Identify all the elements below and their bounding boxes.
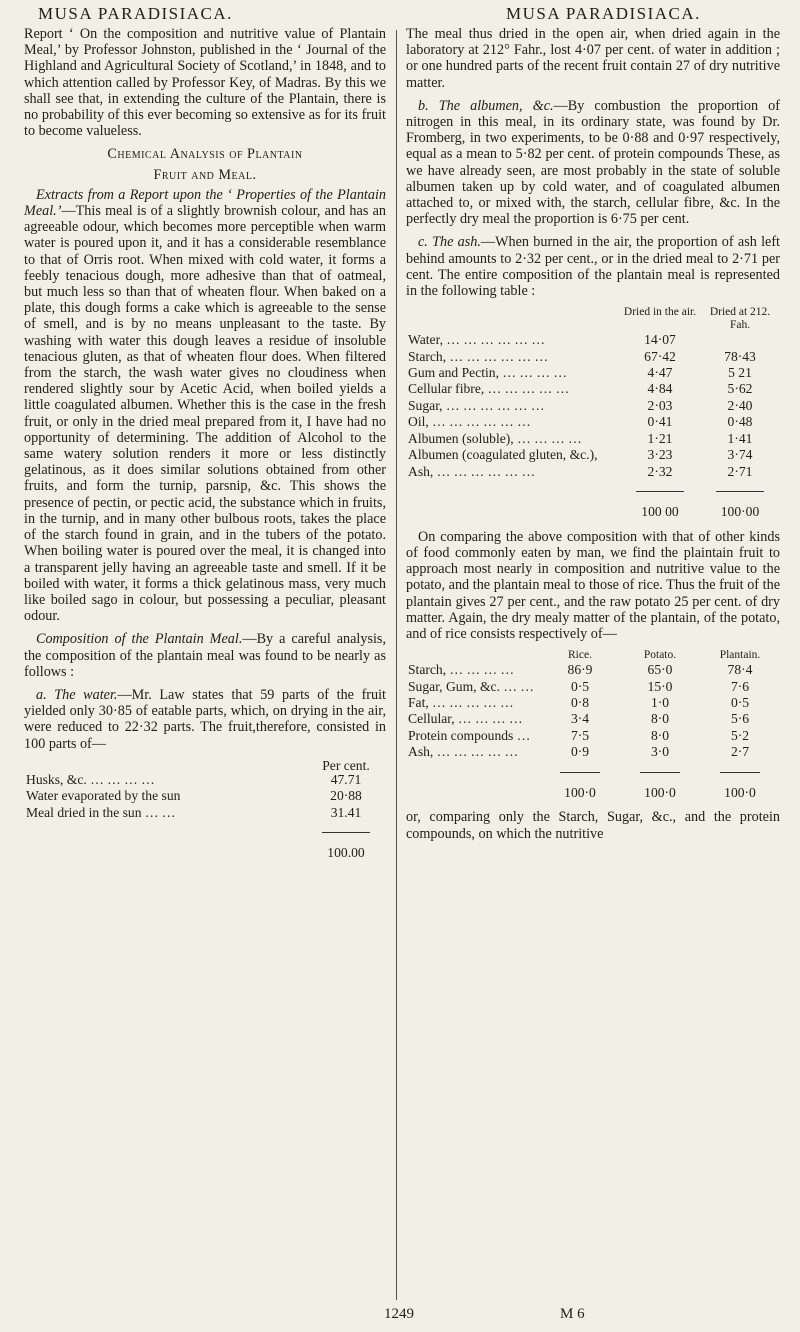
row-label: Cellular fibre, … … … … … xyxy=(408,381,570,397)
row-value: 0·48 xyxy=(727,414,753,430)
row-value: 5·62 xyxy=(727,381,753,397)
table-row xyxy=(406,695,780,711)
table-row xyxy=(406,398,780,414)
running-head-left: MUSA PARADISIACA. xyxy=(38,4,233,23)
row-label: Sugar, … … … … … … xyxy=(408,397,545,413)
row-value: 4·47 xyxy=(647,365,673,381)
row-value: 0·9 xyxy=(570,744,590,760)
paragraph-report-intro: Report ‘ On the composition and nutritive value of Plantain Meal,’ by Professor Johnston, published in the ‘ Journal of the Highland and Agricultural Society of Scotland,’ in 1848, and to which attention called by Professor Key, of Madras. By this we shall see that, in extending the culture of the Plantain, there is no probability of this ever becoming so extensive as for its fruit to become valueless. xyxy=(24,26,386,140)
row-value: 5 21 xyxy=(728,365,752,381)
ash-text: —When burned in the air, the proportion of ash left behind amounts to 2·32 per cent., or in the dried meal to 2·71 per cent. The entire composition of the plantain meal is represented in the following table : xyxy=(406,234,780,300)
paragraph-extracts xyxy=(24,187,386,624)
paragraph-closing: or, comparing only the Starch, Sugar, &c., and the protein compounds, on which the nutritive xyxy=(406,809,780,842)
row-value: 0·5 xyxy=(730,694,750,710)
total-rule xyxy=(560,772,600,773)
table-row xyxy=(24,788,386,804)
row-value xyxy=(700,332,780,348)
total-rule xyxy=(322,832,370,833)
table-row xyxy=(24,772,386,788)
row-label: Meal dried in the sun … … xyxy=(26,804,176,820)
table-header-rice: Rice. xyxy=(568,649,592,662)
water-title: a. The water. xyxy=(36,686,118,703)
row-value: 31.41 xyxy=(330,804,362,820)
row-value: 5·2 xyxy=(730,727,750,743)
row-value: 0·5 xyxy=(570,678,590,694)
row-value: 0·41 xyxy=(647,414,673,430)
table-header-potato: Potato. xyxy=(643,649,677,662)
table-row xyxy=(406,711,780,727)
table-row xyxy=(406,381,780,397)
table-row xyxy=(406,662,780,678)
row-value: 3·0 xyxy=(650,744,670,760)
table-row xyxy=(406,464,780,480)
paragraph-comparison: On comparing the above composition with that of other kinds of food commonly eaten by man, we find the plaintain fruit to approach most nearly in composition and nutritive value to the potato, and the plantain meal to those of rice. Thus the fruit of the plantain gives 27 per cent., and the raw potato 25 per cent. of dry matter. Again, the dry mealy matter of the plantain, of the potato, and of rice consists respectively of— xyxy=(406,528,780,642)
row-value: 5·6 xyxy=(730,711,750,727)
table-total: 100·0 xyxy=(644,784,676,800)
composition-title: Composition of the Plantain Meal. xyxy=(36,631,243,648)
section-subheading: Fruit and Meal. xyxy=(153,166,257,183)
paragraph-albumen xyxy=(406,98,780,228)
composition-text: —By a careful analysis, the composition of the plantain meal was found to be nearly as follows : xyxy=(24,631,386,680)
row-label: Sugar, Gum, &c. … … xyxy=(408,678,534,694)
extracts-title: Extracts from a Report upon the ‘ Properties of the Plantain Meal.’ xyxy=(24,186,386,220)
row-value: 3·4 xyxy=(570,711,590,727)
albumen-text: —By combustion the proportion of nitrogen in this meal, in its ordinary state, was found by Dr. Fromberg, in two experiments, to be 0·88 and 0·97 respectively, equal as a mean to 5·82 per cent. of protein compounds These, as we have already seen, are most probably in the state of soluble albumen taken up by cold water, and of coagulated albumen attached to, or mixed with, the starch, cellular fibre, &c. In the perfectly dry meal the proportion is 6·75 per cent. xyxy=(406,97,780,228)
table-row xyxy=(406,332,780,348)
table-total: 100·00 xyxy=(720,504,760,520)
row-value: 8·0 xyxy=(650,711,670,727)
section-heading: Chemical Analysis of Plantain xyxy=(107,146,303,163)
column-divider xyxy=(396,30,397,1300)
row-label: Water, … … … … … … xyxy=(408,332,545,348)
table-row xyxy=(406,365,780,381)
row-label: Ash, … … … … … xyxy=(408,744,519,760)
total-rule xyxy=(720,772,760,773)
row-value: 1·41 xyxy=(727,430,753,446)
right-column xyxy=(406,26,780,1296)
running-head-right: MUSA PARADISIACA. xyxy=(506,4,701,23)
row-value: 3·74 xyxy=(727,447,753,463)
left-column xyxy=(24,26,386,1296)
table-row xyxy=(406,447,780,463)
food-comparison-table xyxy=(406,649,780,801)
row-label: Water evaporated by the sun xyxy=(26,788,181,804)
row-value: 2·7 xyxy=(730,744,750,760)
paragraph-ash xyxy=(406,234,780,299)
table-row xyxy=(406,744,780,760)
paragraph-water xyxy=(24,687,386,752)
row-value: 2·40 xyxy=(727,397,753,413)
water-text: —Mr. Law states that 59 parts of the fruit yielded only 30·85 of eatable parts, which, on drying in the air, were reduced to 22·32 parts. The fruit,therefore, consisted in 100 parts of— xyxy=(24,686,386,752)
row-value: 7·6 xyxy=(730,678,750,694)
table-header-percent: Per cent. xyxy=(322,757,370,773)
row-label: Starch, … … … … … … xyxy=(408,348,549,364)
total-rule xyxy=(640,772,680,773)
page-number: 1249 xyxy=(384,1306,414,1322)
table-row xyxy=(406,349,780,365)
row-value: 7·5 xyxy=(570,727,590,743)
row-label: Albumen (coagulated gluten, &c.), xyxy=(408,447,598,463)
row-label: Ash, … … … … … … xyxy=(408,463,536,479)
ash-title: c. The ash. xyxy=(418,234,481,251)
signature-mark: M 6 xyxy=(560,1306,585,1322)
table-row xyxy=(24,805,386,821)
row-label: Starch, … … … … xyxy=(408,662,515,678)
row-value: 47.71 xyxy=(330,771,362,787)
paragraph-meal-dried: The meal thus dried in the open air, when dried again in the laboratory at 212° Fahr., lost 4·07 per cent. of water in addition ; or one hundred parts of the recent fruit contain 27 of dry nutritive matter. xyxy=(406,26,780,91)
table-header-212: Dried at 212. Fah. xyxy=(709,306,771,332)
row-value: 0·8 xyxy=(570,694,590,710)
row-label: Protein compounds … xyxy=(408,727,531,743)
paragraph-composition xyxy=(24,631,386,680)
table-row xyxy=(406,679,780,695)
row-value: 78·43 xyxy=(724,348,756,364)
total-rule xyxy=(636,491,684,492)
row-value: 78·4 xyxy=(727,662,753,678)
row-label: Husks, &c. … … … … xyxy=(26,771,155,787)
row-value: 14·07 xyxy=(644,332,676,348)
row-value: 65·0 xyxy=(647,662,673,678)
table-total: 100·0 xyxy=(564,784,596,800)
row-value: 86·9 xyxy=(567,662,593,678)
table-header-plantain: Plantain. xyxy=(719,649,761,662)
extracts-text: —This meal is of a slightly brownish colour, and has an agreeable odour, which becomes more perceptible when warm water is poured upon it, and it has a considerable resemblance to that of Orris root. When mixed with cold water, it forms a feebly tenacious dough, more adhesive than that of oatmeal, but much less so than that of wheaten flour. When baked on a plate, this dough forms a cake which is agreeable to the sense of smell, and is by no means unpleasant to the taste. By washing with water this dough leaves a residue of insoluble tenacious gluten, as that of wheaten flour does. When filtered from the starch, the wash water gives no cloudiness when rendered slightly sour by Acetic Acid, when boiled yields a little coagulated albumen. Whether this is the case in the fresh fruit, or only in the dried meal prepared from it, I have had no opportunity of determining. The addition of Alcohol to the same watery solution renders it more or less distinctly gelatinous, as it does similar solutions obtained from other fruits, and form the turnip, parsnip, &c. This shows the presence of pectin, or pectic acid, the substance which in fruits, in the turnip, and in many other bulbous roots, takes the place of the starch found in grain, and in the tubers of the potato. When boiling water is poured over the meal, it is changed into a transparent jelly having an agreeable taste and smell. If it be boiled with water, it forms a thick gelatinous mass, very much like boiled sago in colour, but possessing a peculiar, pleasant odour. xyxy=(24,203,386,625)
table-total: 100.00 xyxy=(327,845,365,861)
row-value: 3·23 xyxy=(647,447,673,463)
row-value: 2·71 xyxy=(727,463,753,479)
table-total: 100 00 xyxy=(641,504,679,520)
albumen-title: b. The albumen, &c. xyxy=(418,97,554,114)
row-value: 2·32 xyxy=(647,463,673,479)
table-row xyxy=(406,431,780,447)
row-label: Cellular, … … … … xyxy=(408,711,523,727)
row-label: Albumen (soluble), … … … … xyxy=(408,430,582,446)
total-rule xyxy=(716,491,764,492)
row-label: Oil, … … … … … … xyxy=(408,414,531,430)
meal-composition-table xyxy=(406,306,780,520)
table-row xyxy=(406,728,780,744)
row-value: 15·0 xyxy=(647,678,673,694)
table-header-air: Dried in the air. xyxy=(623,306,697,319)
row-label: Gum and Pectin, … … … … xyxy=(408,365,567,381)
row-value: 8·0 xyxy=(650,727,670,743)
row-value: 1·0 xyxy=(650,694,670,710)
fruit-composition-table xyxy=(24,759,386,862)
table-row xyxy=(406,414,780,430)
row-label: Fat, … … … … … xyxy=(408,694,514,710)
row-value: 4·84 xyxy=(647,381,673,397)
row-value: 20·88 xyxy=(330,788,362,804)
row-value: 2·03 xyxy=(647,397,673,413)
row-value: 1·21 xyxy=(647,430,673,446)
table-total: 100·0 xyxy=(724,784,756,800)
row-value: 67·42 xyxy=(644,348,676,364)
